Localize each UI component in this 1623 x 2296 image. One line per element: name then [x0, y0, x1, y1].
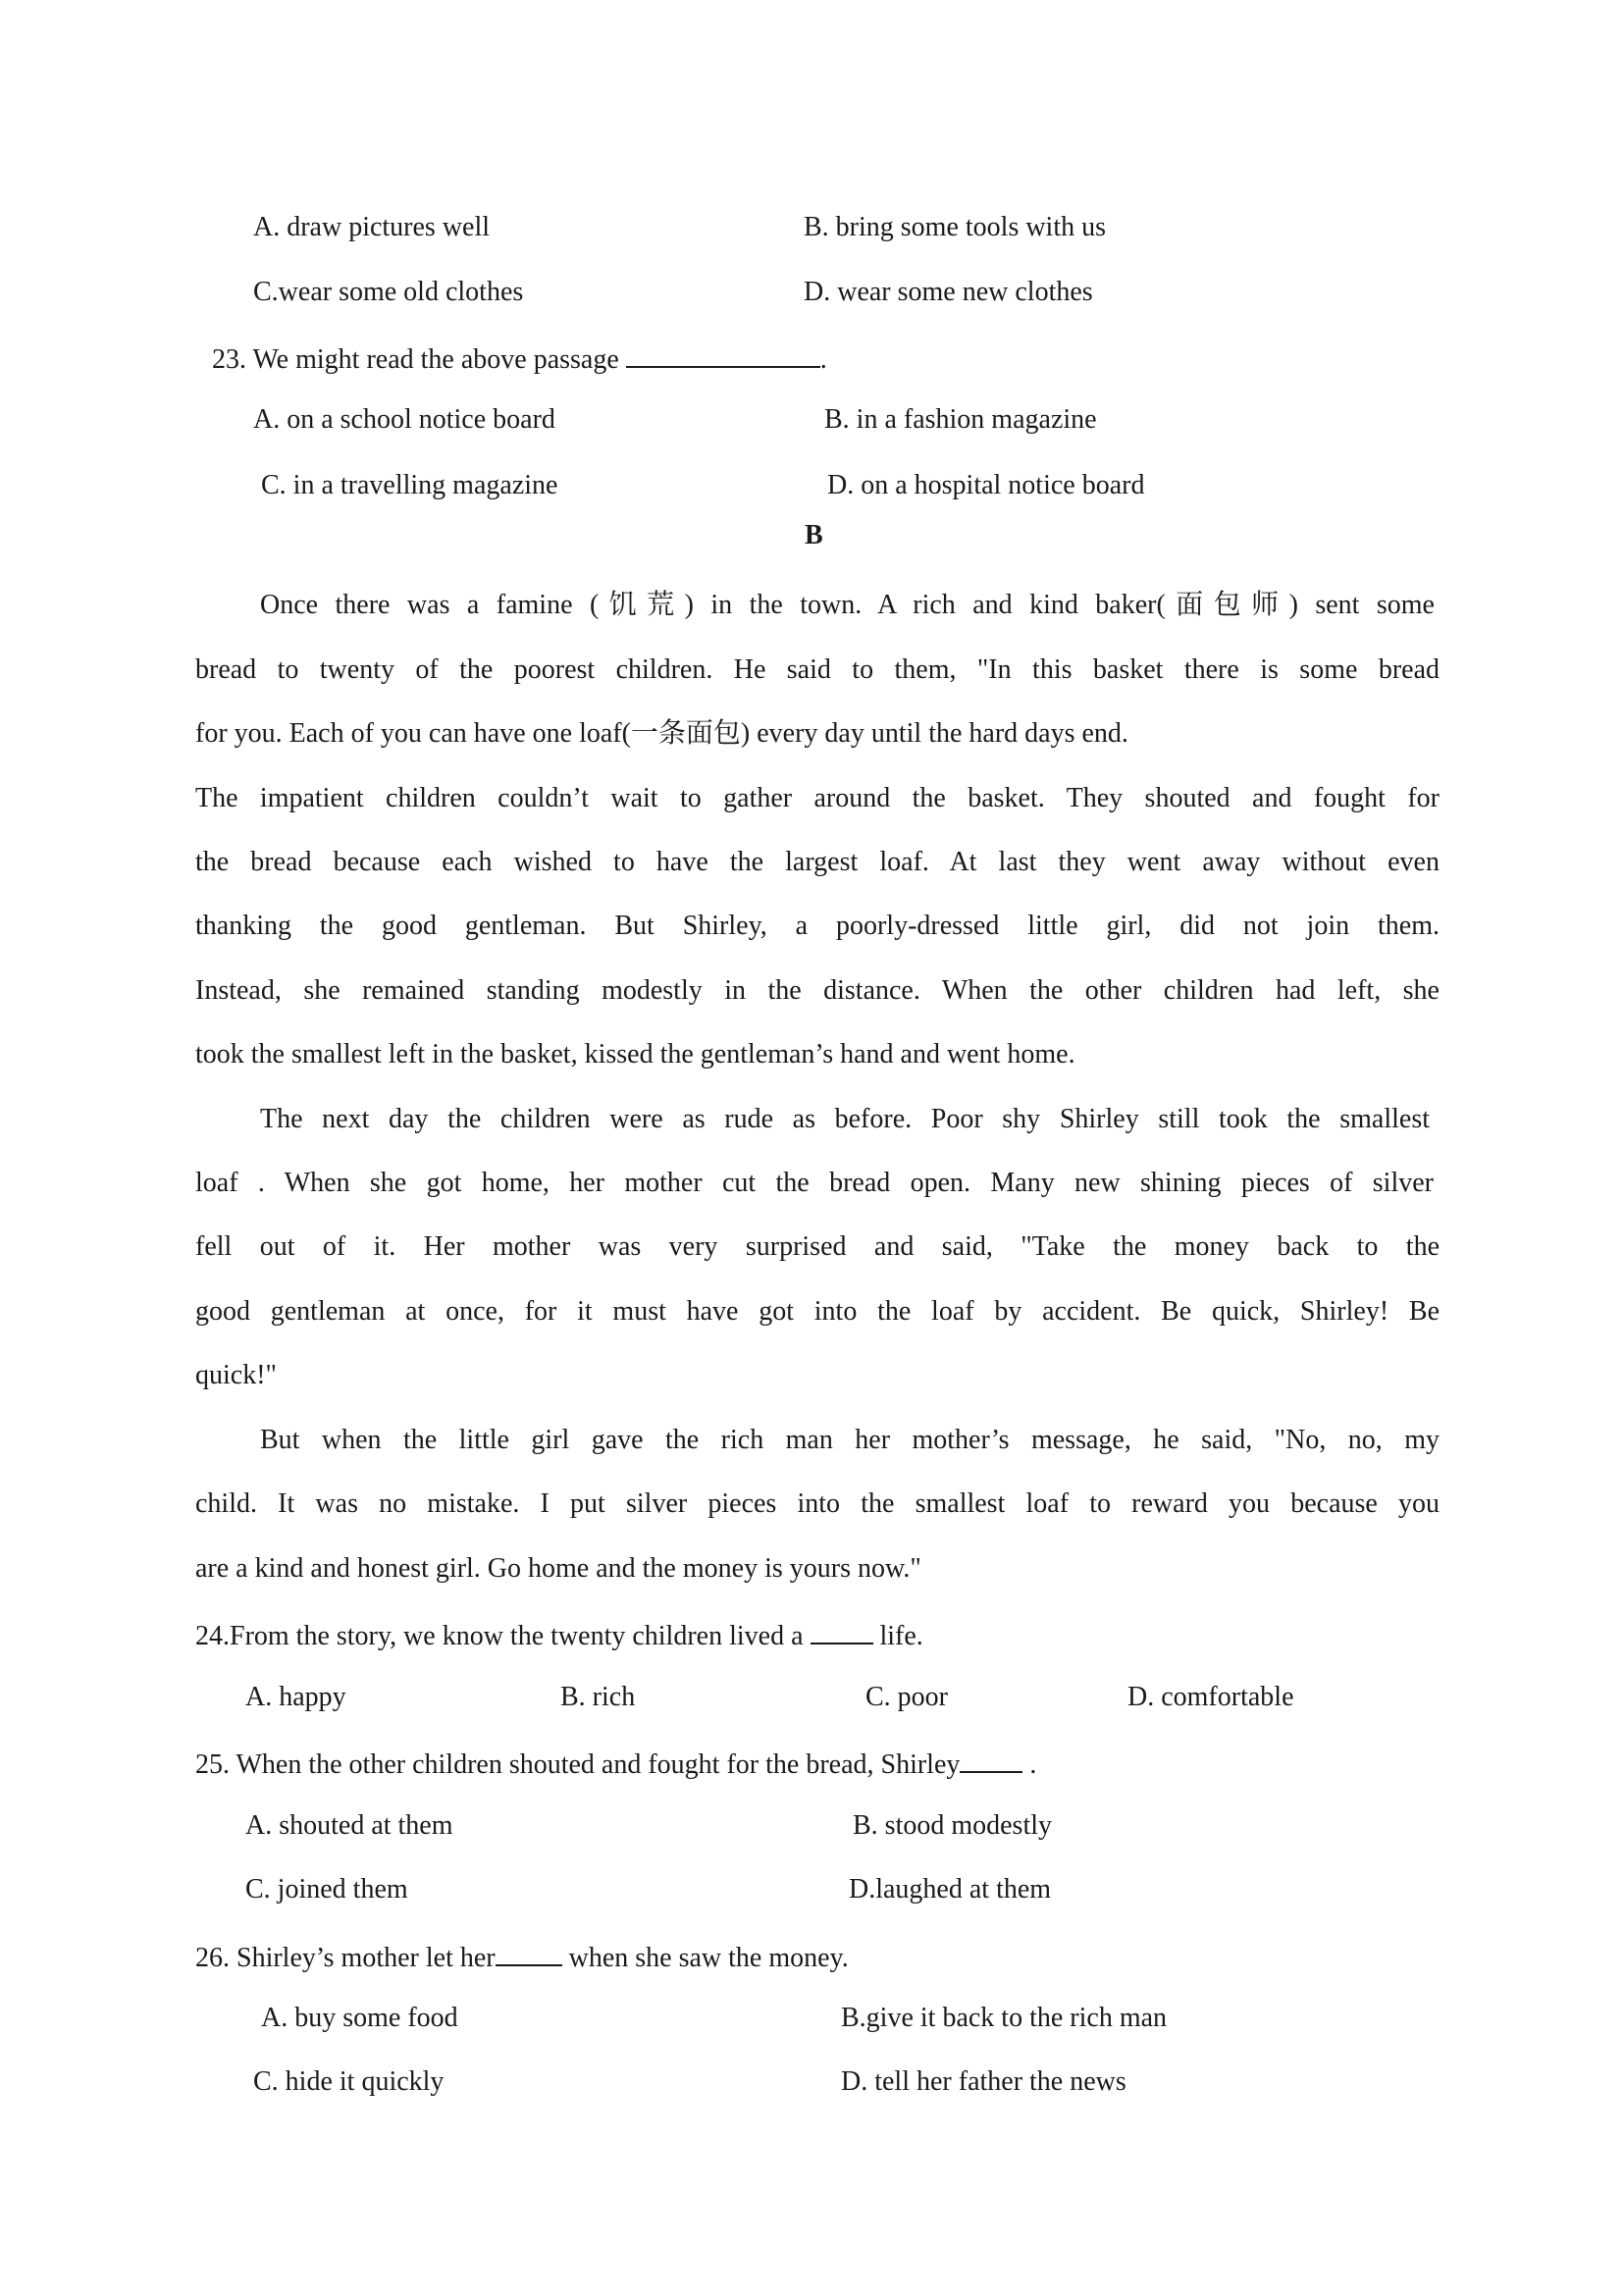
passage-line: are a kind and honest girl. Go home and the money is yours now.": [195, 1553, 921, 1584]
question-23-stem: 23. We might read the above passage: [212, 344, 619, 375]
passage-line: loaf . When she got home, her mother cut the bread open. Many new shining pieces of silver: [195, 1168, 1434, 1198]
q26-option-c: C. hide it quickly: [253, 2066, 445, 2097]
question-25-stem-end: .: [1029, 1749, 1037, 1780]
question-24-stem-end: life.: [879, 1621, 923, 1651]
passage-line: Once there was a famine (饥荒) in the town. A rich and kind baker(面包师) sent some: [260, 590, 1435, 620]
q26-option-d: D. tell her father the news: [841, 2066, 1126, 2097]
passage-line: The next day the children were as rude as before. Poor shy Shirley still took the smallest: [260, 1104, 1430, 1134]
passage-line: fell out of it. Her mother was very surprised and said, "Take the money back to the: [195, 1231, 1440, 1262]
passage-line: The impatient children couldn’t wait to gather around the basket. They shouted and fought for: [195, 783, 1440, 813]
q22-option-b: B. bring some tools with us: [804, 212, 1107, 242]
passage-line: child. It was no mistake. I put silver pieces into the smallest loaf to reward you because you: [195, 1488, 1440, 1519]
question-23-end: .: [819, 344, 827, 375]
section-heading: B: [805, 520, 823, 550]
passage-line: took the smallest left in the basket, kissed the gentleman’s hand and went home.: [195, 1039, 1075, 1070]
passage-line: for you. Each of you can have one loaf(一条面包) every day until the hard days end.: [195, 718, 1128, 749]
q25-option-a: A. shouted at them: [245, 1810, 453, 1841]
passage-line: good gentleman at once, for it must have got into the loaf by accident. Be quick, Shirley! Be: [195, 1296, 1440, 1327]
q24-option-c: C. poor: [865, 1682, 948, 1712]
q22-option-c: C.wear some old clothes: [253, 277, 524, 307]
answer-blank: [496, 1941, 562, 1966]
answer-blank: [960, 1748, 1022, 1773]
passage-line: Instead, she remained standing modestly in the distance. When the other children had left, she: [195, 975, 1440, 1006]
q23-option-d: D. on a hospital notice board: [827, 470, 1145, 500]
q25-option-c: C. joined them: [245, 1874, 408, 1905]
passage-line: thanking the good gentleman. But Shirley, a poorly-dressed little girl, did not join them.: [195, 911, 1440, 941]
passage-line: the bread because each wished to have the largest loaf. At last they went away without even: [195, 847, 1440, 877]
question-25-stem: 25. When the other children shouted and fought for the bread, Shirley: [195, 1749, 961, 1780]
question-26-stem-end: when she saw the money.: [568, 1943, 849, 1973]
question-26: [195, 1941, 849, 1972]
question-25: [195, 1748, 1036, 1779]
passage-line: quick!": [195, 1360, 277, 1390]
answer-blank: [811, 1619, 873, 1644]
q23-option-a: A. on a school notice board: [253, 404, 555, 435]
q25-option-d: D.laughed at them: [849, 1874, 1052, 1905]
question-26-stem: 26. Shirley’s mother let her: [195, 1943, 496, 1973]
question-24-stem: 24.From the story, we know the twenty children lived a: [195, 1621, 804, 1651]
q26-option-b: B.give it back to the rich man: [841, 2003, 1168, 2033]
q25-option-b: B. stood modestly: [853, 1810, 1053, 1841]
q23-option-c: C. in a travelling magazine: [261, 470, 558, 500]
passage-line: But when the little girl gave the rich man her mother’s message, he said, "No, no, my: [260, 1425, 1440, 1455]
q26-option-a: A. buy some food: [261, 2003, 458, 2033]
question-23: [212, 342, 827, 374]
passage-line: bread to twenty of the poorest children. He said to them, "In this basket there is some bread: [195, 654, 1440, 685]
q22-option-a: A. draw pictures well: [253, 212, 491, 242]
question-24: [195, 1619, 923, 1650]
q22-option-d: D. wear some new clothes: [804, 277, 1093, 307]
answer-blank: [626, 342, 820, 368]
q24-option-b: B. rich: [560, 1682, 636, 1712]
q24-option-a: A. happy: [245, 1682, 346, 1712]
q24-option-d: D. comfortable: [1127, 1682, 1294, 1712]
q23-option-b: B. in a fashion magazine: [824, 404, 1097, 435]
